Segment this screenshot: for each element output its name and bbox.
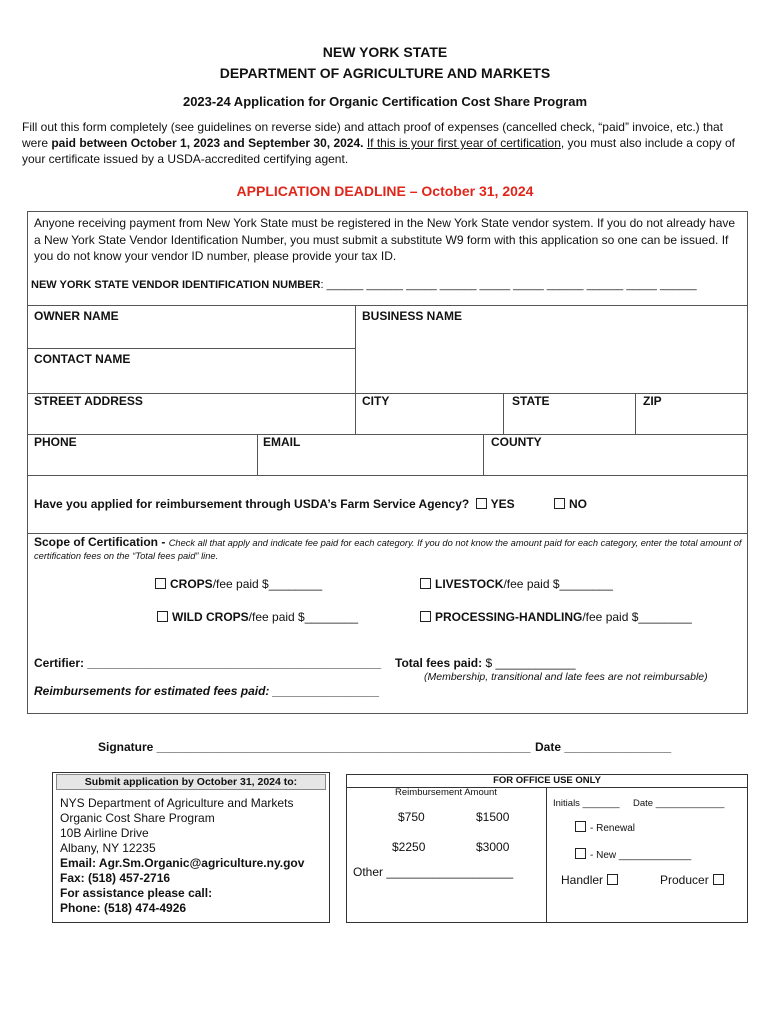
contact-fax: Fax: (518) 457-2716 [60,871,171,885]
amount-750: $750 [398,810,425,824]
date-field[interactable]: Date ________________ [535,740,672,754]
signature-field[interactable]: Signature ________________________________________________________ [98,740,531,754]
divider [27,533,748,534]
contact-phone: Phone: (518) 474-4926 [60,901,187,915]
divider [635,393,636,434]
divider [503,393,504,434]
certifier-field[interactable]: Certifier: ____________________________________________ [34,656,381,670]
intro-paragraph: Fill out this form completely (see guidelines on reverse side) and attach proof of expenses (cancelled check, “paid” invoice, etc.) that were paid between October 1, 2023 and September 30, 2024. If this is your first year of certification, you must also include a copy of your certificate issued by a USDA-accredited certifying agent. [22,120,735,166]
no-checkbox[interactable] [554,498,565,509]
office-date-field: Date _____________ [633,798,725,809]
wild-crops-option[interactable]: WILD CROPS/fee paid $________ [157,610,358,624]
total-fees-field[interactable]: Total fees paid: $ ____________ [395,656,576,670]
divider [27,475,748,476]
paid-window: paid between October 1, 2023 and September 30, 2024. [51,136,364,150]
divider [27,305,748,306]
processing-handling-checkbox[interactable] [420,611,431,622]
business-name-field[interactable]: BUSINESS NAME [362,309,463,323]
email-field[interactable]: EMAIL [263,435,301,449]
producer-option: Producer [660,873,728,887]
form-title: 2023-24 Application for Organic Certification Cost Share Program [182,94,588,109]
new-option: - New _____________ [575,848,691,861]
divider [257,434,258,475]
producer-checkbox [713,874,724,885]
fees-note: (Membership, transitional and late fees are not reimbursable) [424,671,708,683]
livestock-checkbox[interactable] [420,578,431,589]
wild-crops-checkbox[interactable] [157,611,168,622]
owner-name-field[interactable]: OWNER NAME [34,309,119,323]
handler-option: Handler [561,873,622,887]
usda-question: Have you applied for reimbursement through USDA’s Farm Service Agency? YES NO [34,497,587,511]
scope-heading: Scope of Certification - Check all that apply and indicate fee paid for each category. If you do not know the amount paid for each category, enter the total amount of certification fees on the “Total fees paid” line. [34,535,742,561]
street-address-field[interactable]: STREET ADDRESS [34,394,143,408]
vendor-id-field[interactable]: NEW YORK STATE VENDOR IDENTIFICATION NUMBER: ______ ______ _____ ______ _____ _____ ______ ______ _____ ______ [31,279,697,291]
first-year-note: If this is your first year of certification [366,136,561,150]
other-amount-field: Other ___________________ [353,865,514,879]
county-field[interactable]: COUNTY [491,435,542,449]
contact-email: Email: Agr.Sm.Organic@agriculture.ny.gov [60,856,305,870]
divider [27,434,748,435]
initials-field: Initials _______ [553,798,620,809]
amount-2250: $2250 [392,840,426,854]
crops-checkbox[interactable] [155,578,166,589]
livestock-option[interactable]: LIVESTOCK/fee paid $________ [420,577,613,591]
application-deadline: APPLICATION DEADLINE – October 31, 2024 [236,183,534,199]
phone-field[interactable]: PHONE [34,435,77,449]
amount-3000: $3000 [476,840,510,854]
divider [27,348,355,349]
zip-field[interactable]: ZIP [643,394,662,408]
contact-name-field[interactable]: CONTACT NAME [34,352,131,366]
reimbursement-amount-label: Reimbursement Amount [395,787,497,798]
renewal-option: - Renewal [575,821,635,834]
mailing-address: NYS Department of Agriculture and Markets Organic Cost Share Program 10B Airline Drive Albany, NY 12235 Email: Agr.Sm.Organic@agriculture.ny.gov Fax: (518) 457-2716 For assistance please call: Phone: (518) 474-4926 [60,796,305,915]
yes-checkbox[interactable] [476,498,487,509]
submit-heading: Submit application by October 31, 2024 to: [56,774,326,790]
divider [546,787,547,923]
divider [355,305,356,393]
office-use-heading: FOR OFFICE USE ONLY [493,775,601,786]
processing-handling-option[interactable]: PROCESSING-HANDLING/fee paid $________ [420,610,692,624]
divider [483,434,484,475]
city-field[interactable]: CITY [362,394,390,408]
renewal-checkbox [575,821,586,832]
new-checkbox [575,848,586,859]
divider [355,393,356,434]
handler-checkbox [607,874,618,885]
amount-1500: $1500 [476,810,510,824]
vendor-notice: Anyone receiving payment from New York State must be registered in the New York State vendor system. If you do not already have a New York State Vendor Identification Number, you must submit a substitute W9 form with this application so one can be issued. If you do not know your vendor ID number, please provide your tax ID. [34,216,736,263]
state-field[interactable]: STATE [512,394,550,408]
department-name: DEPARTMENT OF AGRICULTURE AND MARKETS [219,65,551,81]
crops-option[interactable]: CROPS/fee paid $________ [155,577,322,591]
agency-name: NEW YORK STATE [322,44,448,60]
estimated-fees-field[interactable]: Reimbursements for estimated fees paid: ________________ [34,684,380,698]
